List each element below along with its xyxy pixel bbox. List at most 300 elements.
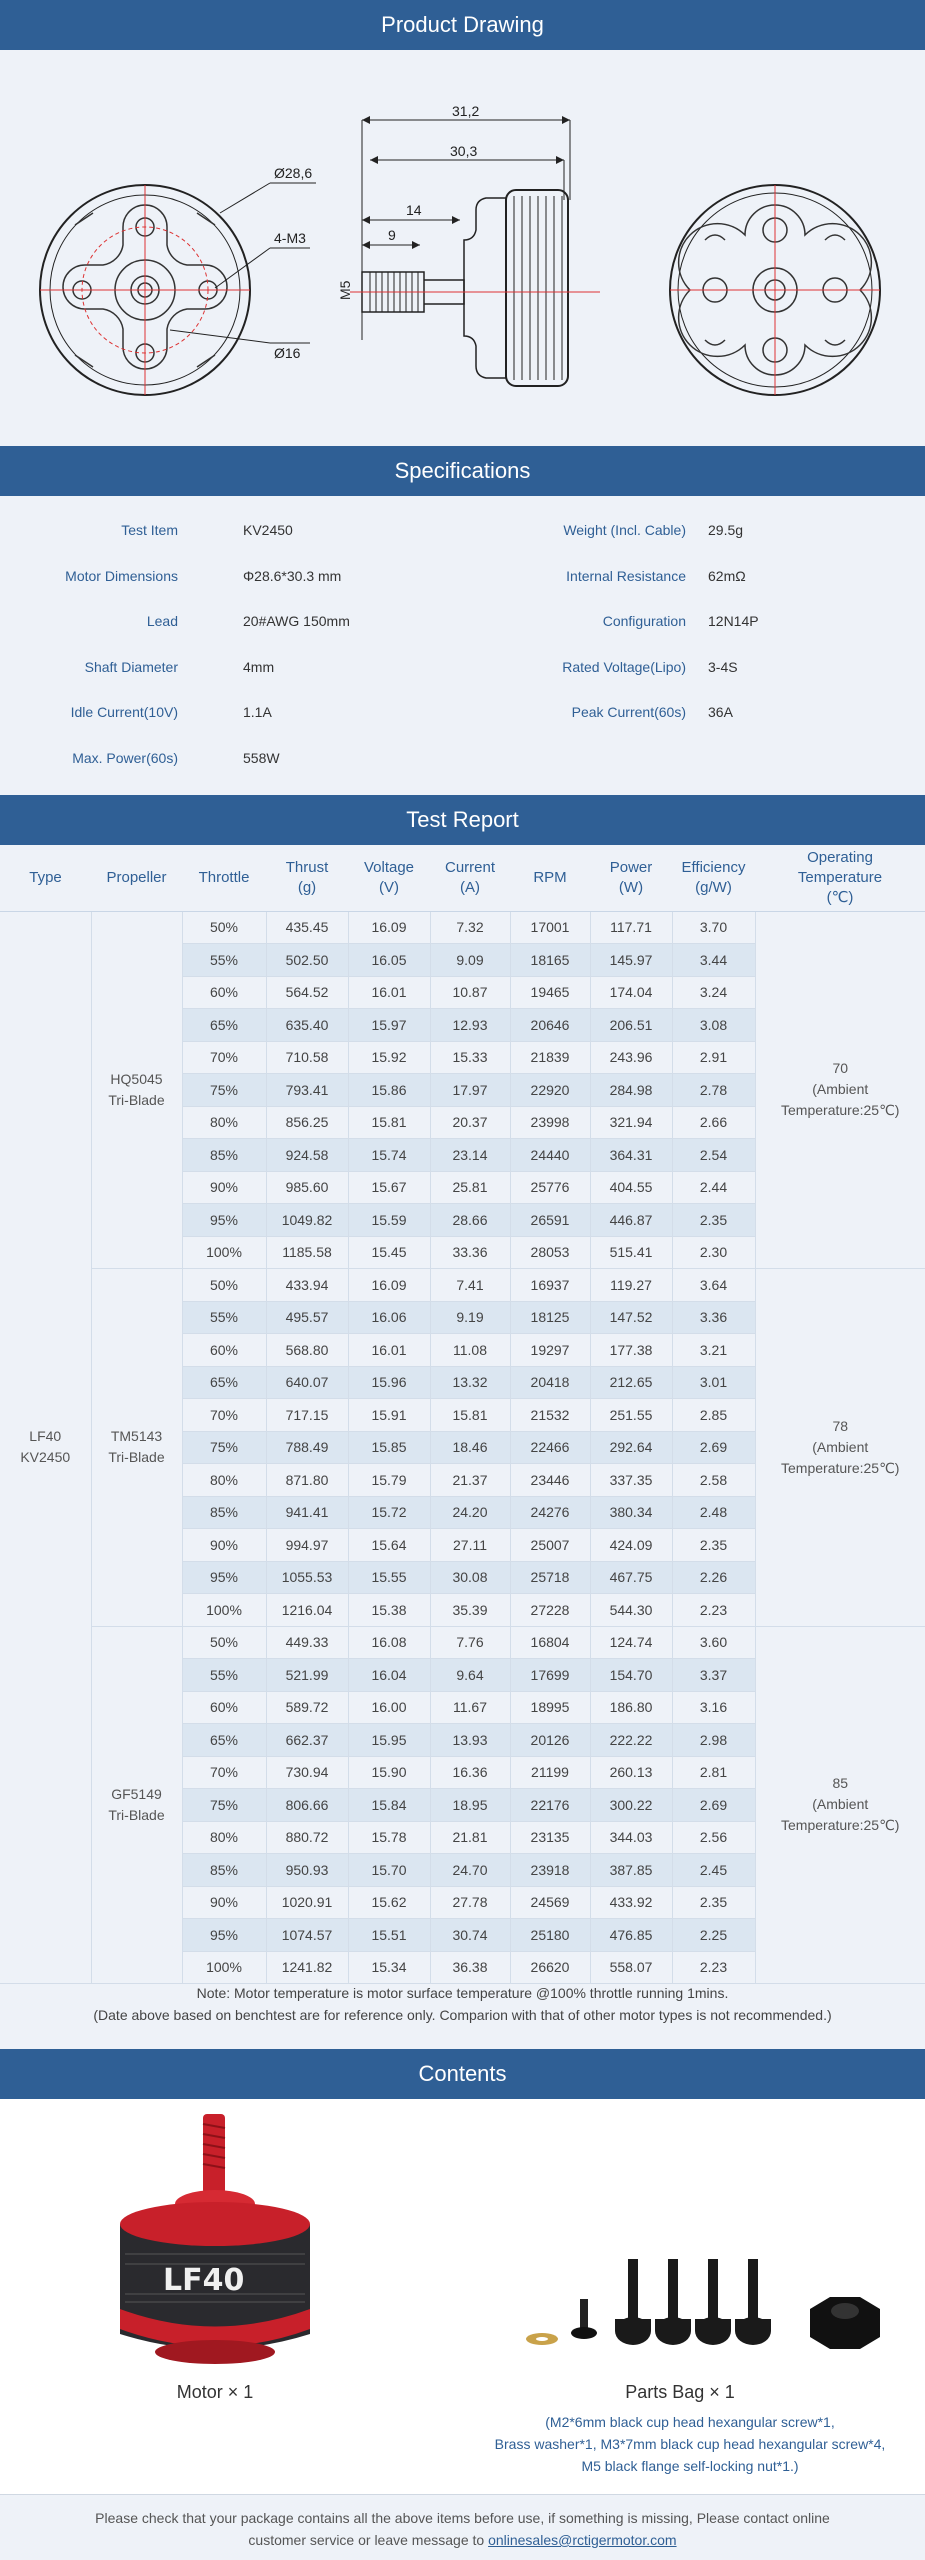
dim-m3: 4-M3	[274, 230, 306, 246]
table-cell: 100%	[182, 1236, 266, 1269]
table-cell: 404.55	[590, 1171, 672, 1204]
spec-label: Lead	[146, 613, 178, 629]
table-cell: 433.94	[266, 1269, 348, 1302]
footer-notice	[0, 2494, 925, 2560]
table-cell: 16.04	[348, 1659, 430, 1692]
table-cell: 15.45	[348, 1236, 430, 1269]
column-header: RPM	[510, 845, 590, 911]
table-cell: 80%	[182, 1464, 266, 1497]
table-cell: 2.48	[672, 1496, 755, 1529]
spec-label: Internal Resistance	[566, 567, 686, 584]
table-cell: 186.80	[590, 1691, 672, 1724]
motor-type-cell: LF40 KV2450	[0, 911, 91, 1984]
table-cell: 446.87	[590, 1204, 672, 1237]
table-cell: 2.91	[672, 1041, 755, 1074]
section-title: Specifications	[394, 458, 531, 483]
parts-bag-description	[470, 2411, 910, 2477]
table-cell: 27.11	[430, 1529, 510, 1562]
table-cell: 15.81	[430, 1399, 510, 1432]
propeller-cell: HQ5045 Tri-Blade	[91, 911, 182, 1269]
table-cell: 100%	[182, 1594, 266, 1627]
product-drawing	[0, 50, 925, 446]
table-cell: 16.09	[348, 911, 430, 944]
table-cell: 18.95	[430, 1789, 510, 1822]
table-cell: 25776	[510, 1171, 590, 1204]
footer-line-1: Please check that your package contains all the above items before use, if something is missing, Please contact online	[95, 2510, 830, 2526]
table-cell: 16.01	[348, 976, 430, 1009]
table-cell: 70%	[182, 1041, 266, 1074]
table-cell: 23135	[510, 1821, 590, 1854]
table-cell: 36.38	[430, 1951, 510, 1984]
table-cell: 3.37	[672, 1659, 755, 1692]
table-cell: 119.27	[590, 1269, 672, 1302]
temperature-cell: 85 (Ambient Temperature:25℃)	[755, 1626, 925, 1984]
table-cell: 20418	[510, 1366, 590, 1399]
table-cell: 18995	[510, 1691, 590, 1724]
section-header-contents	[0, 2049, 925, 2099]
motor-logo: LF40	[163, 2263, 245, 2298]
table-cell: 15.79	[348, 1464, 430, 1497]
motor-top-view	[660, 50, 900, 446]
table-cell: 589.72	[266, 1691, 348, 1724]
table-cell: 521.99	[266, 1659, 348, 1692]
table-cell: 16.05	[348, 944, 430, 977]
table-cell: 880.72	[266, 1821, 348, 1854]
table-cell: 3.64	[672, 1269, 755, 1302]
table-cell: 154.70	[590, 1659, 672, 1692]
table-cell: 21839	[510, 1041, 590, 1074]
table-cell: 19297	[510, 1334, 590, 1367]
table-cell: 15.34	[348, 1951, 430, 1984]
table-cell: 100%	[182, 1951, 266, 1984]
spec-value: 4mm	[243, 658, 275, 675]
table-cell: 1049.82	[266, 1204, 348, 1237]
table-cell: 124.74	[590, 1626, 672, 1659]
table-cell: 924.58	[266, 1139, 348, 1172]
table-cell: 662.37	[266, 1724, 348, 1757]
table-cell: 19465	[510, 976, 590, 1009]
section-header-spec	[0, 446, 925, 496]
section-title: Product Drawing	[381, 12, 544, 37]
table-cell: 95%	[182, 1204, 266, 1237]
table-cell: 1020.91	[266, 1886, 348, 1919]
table-cell: 95%	[182, 1561, 266, 1594]
table-cell: 467.75	[590, 1561, 672, 1594]
table-cell: 18165	[510, 944, 590, 977]
table-cell: 80%	[182, 1821, 266, 1854]
table-cell: 15.62	[348, 1886, 430, 1919]
table-cell: 449.33	[266, 1626, 348, 1659]
table-cell: 564.52	[266, 976, 348, 1009]
table-cell: 2.35	[672, 1204, 755, 1237]
column-header: Operating Temperature (℃)	[755, 845, 925, 911]
table-cell: 15.84	[348, 1789, 430, 1822]
spec-value: 1.1A	[243, 704, 272, 720]
spec-value: 12N14P	[708, 613, 759, 629]
spec-value: Φ28.6*30.3 mm	[243, 567, 342, 584]
spec-label: Configuration	[602, 613, 686, 629]
table-cell: 174.04	[590, 976, 672, 1009]
table-cell: 788.49	[266, 1431, 348, 1464]
table-cell: 321.94	[590, 1106, 672, 1139]
table-cell: 568.80	[266, 1334, 348, 1367]
section-title: Contents	[418, 2061, 507, 2086]
table-cell: 2.58	[672, 1464, 755, 1497]
table-cell: 65%	[182, 1009, 266, 1042]
table-cell: 24276	[510, 1496, 590, 1529]
spec-row	[0, 645, 925, 690]
parts-desc-line: Brass washer*1, M3*7mm black cup head hexangular screw*4,	[494, 2436, 886, 2452]
table-cell: 23998	[510, 1106, 590, 1139]
table-cell: 145.97	[590, 944, 672, 977]
column-header: Thrust (g)	[266, 845, 348, 911]
column-header: Type	[0, 845, 91, 911]
table-cell: 23446	[510, 1464, 590, 1497]
table-cell: 65%	[182, 1366, 266, 1399]
table-cell: 2.54	[672, 1139, 755, 1172]
table-cell: 2.23	[672, 1951, 755, 1984]
table-cell: 3.16	[672, 1691, 755, 1724]
table-cell: 15.97	[348, 1009, 430, 1042]
motor-bottom-view	[20, 50, 340, 446]
table-cell: 9.64	[430, 1659, 510, 1692]
table-cell: 3.70	[672, 911, 755, 944]
table-cell: 30.08	[430, 1561, 510, 1594]
table-cell: 476.85	[590, 1919, 672, 1952]
dim-9: 9	[388, 227, 396, 243]
table-cell: 25.81	[430, 1171, 510, 1204]
table-cell: 25718	[510, 1561, 590, 1594]
table-cell: 793.41	[266, 1074, 348, 1107]
table-cell: 35.39	[430, 1594, 510, 1627]
table-cell: 2.85	[672, 1399, 755, 1432]
table-cell: 495.57	[266, 1301, 348, 1334]
table-cell: 55%	[182, 944, 266, 977]
table-cell: 16.01	[348, 1334, 430, 1367]
section-header-report	[0, 795, 925, 845]
table-cell: 1241.82	[266, 1951, 348, 1984]
spec-row	[0, 599, 925, 644]
note-line-2: (Date above based on benchtest are for reference only. Comparion with that of other motor types is not recommended.)	[93, 2007, 832, 2023]
table-cell: 206.51	[590, 1009, 672, 1042]
table-cell: 260.13	[590, 1756, 672, 1789]
table-cell: 75%	[182, 1074, 266, 1107]
table-cell: 13.32	[430, 1366, 510, 1399]
spec-label: Peak Current(60s)	[571, 704, 686, 720]
table-cell: 1185.58	[266, 1236, 348, 1269]
table-cell: 1216.04	[266, 1594, 348, 1627]
table-cell: 177.38	[590, 1334, 672, 1367]
table-cell: 15.33	[430, 1041, 510, 1074]
spec-row	[0, 736, 925, 781]
table-cell: 15.70	[348, 1854, 430, 1887]
table-cell: 20.37	[430, 1106, 510, 1139]
table-cell: 806.66	[266, 1789, 348, 1822]
table-cell: 730.94	[266, 1756, 348, 1789]
parts-desc-line: M5 black flange self-locking nut*1.)	[581, 2458, 799, 2474]
table-cell: 640.07	[266, 1366, 348, 1399]
section-header-drawing	[0, 0, 925, 50]
spec-value: 558W	[243, 749, 280, 766]
table-cell: 2.30	[672, 1236, 755, 1269]
table-cell: 33.36	[430, 1236, 510, 1269]
table-cell: 27228	[510, 1594, 590, 1627]
table-cell: 558.07	[590, 1951, 672, 1984]
table-cell: 15.64	[348, 1529, 430, 1562]
table-cell: 2.56	[672, 1821, 755, 1854]
table-cell: 24569	[510, 1886, 590, 1919]
table-cell: 7.41	[430, 1269, 510, 1302]
table-cell: 28.66	[430, 1204, 510, 1237]
table-cell: 85%	[182, 1854, 266, 1887]
table-cell: 2.25	[672, 1919, 755, 1952]
table-cell: 15.85	[348, 1431, 430, 1464]
table-cell: 941.41	[266, 1496, 348, 1529]
table-cell: 515.41	[590, 1236, 672, 1269]
table-cell: 717.15	[266, 1399, 348, 1432]
spec-label: Shaft Diameter	[84, 658, 178, 675]
table-cell: 243.96	[590, 1041, 672, 1074]
table-cell: 90%	[182, 1886, 266, 1919]
spec-value: 36A	[708, 704, 733, 720]
table-cell: 344.03	[590, 1821, 672, 1854]
table-cell: 222.22	[590, 1724, 672, 1757]
table-cell: 17.97	[430, 1074, 510, 1107]
table-cell: 50%	[182, 1269, 266, 1302]
package-contents	[0, 2099, 925, 2494]
motor-photo	[105, 2104, 335, 2374]
table-cell: 15.96	[348, 1366, 430, 1399]
table-cell: 25007	[510, 1529, 590, 1562]
table-cell: 300.22	[590, 1789, 672, 1822]
table-cell: 15.72	[348, 1496, 430, 1529]
dim-312: 31,2	[452, 103, 480, 119]
table-cell: 2.26	[672, 1561, 755, 1594]
table-cell: 3.24	[672, 976, 755, 1009]
test-report-table	[0, 845, 925, 1984]
table-cell: 364.31	[590, 1139, 672, 1172]
table-cell: 21.81	[430, 1821, 510, 1854]
table-cell: 75%	[182, 1431, 266, 1464]
parts-bag-caption: Parts Bag × 1	[625, 2382, 735, 2402]
dim-14: 14	[406, 202, 422, 218]
dim-m5: M5	[337, 280, 353, 300]
table-cell: 147.52	[590, 1301, 672, 1334]
footer-line-2	[0, 2529, 925, 2551]
table-cell: 55%	[182, 1659, 266, 1692]
test-report	[0, 845, 925, 1984]
table-cell: 15.67	[348, 1171, 430, 1204]
table-cell: 13.93	[430, 1724, 510, 1757]
table-cell: 85%	[182, 1139, 266, 1172]
spec-row	[0, 690, 925, 735]
table-cell: 15.55	[348, 1561, 430, 1594]
table-cell: 635.40	[266, 1009, 348, 1042]
table-cell: 26620	[510, 1951, 590, 1984]
table-cell: 994.97	[266, 1529, 348, 1562]
table-cell: 70%	[182, 1399, 266, 1432]
table-cell: 15.81	[348, 1106, 430, 1139]
table-cell: 2.45	[672, 1854, 755, 1887]
table-cell: 50%	[182, 1626, 266, 1659]
table-cell: 16804	[510, 1626, 590, 1659]
table-cell: 11.08	[430, 1334, 510, 1367]
table-cell: 3.44	[672, 944, 755, 977]
table-cell: 22176	[510, 1789, 590, 1822]
table-cell: 380.34	[590, 1496, 672, 1529]
table-cell: 21.37	[430, 1464, 510, 1497]
table-cell: 15.74	[348, 1139, 430, 1172]
motor-side-view	[320, 50, 610, 446]
table-cell: 2.35	[672, 1529, 755, 1562]
table-cell: 17001	[510, 911, 590, 944]
table-cell: 16.08	[348, 1626, 430, 1659]
table-cell: 212.65	[590, 1366, 672, 1399]
table-cell: 3.36	[672, 1301, 755, 1334]
spec-row	[0, 554, 925, 599]
table-row	[0, 1626, 925, 1659]
table-cell: 251.55	[590, 1399, 672, 1432]
table-header-row	[0, 845, 925, 911]
table-cell: 433.92	[590, 1886, 672, 1919]
table-cell: 424.09	[590, 1529, 672, 1562]
column-header: Throttle	[182, 845, 266, 911]
table-cell: 1055.53	[266, 1561, 348, 1594]
table-cell: 2.66	[672, 1106, 755, 1139]
table-cell: 7.76	[430, 1626, 510, 1659]
table-cell: 10.87	[430, 976, 510, 1009]
section-title: Test Report	[406, 807, 519, 832]
table-cell: 3.60	[672, 1626, 755, 1659]
table-cell: 26591	[510, 1204, 590, 1237]
column-header: Voltage (V)	[348, 845, 430, 911]
table-cell: 20646	[510, 1009, 590, 1042]
table-cell: 18.46	[430, 1431, 510, 1464]
spec-label: Motor Dimensions	[65, 567, 178, 584]
table-cell: 15.51	[348, 1919, 430, 1952]
table-cell: 23.14	[430, 1139, 510, 1172]
table-cell: 90%	[182, 1529, 266, 1562]
table-cell: 20126	[510, 1724, 590, 1757]
table-cell: 16.09	[348, 1269, 430, 1302]
table-row	[0, 1269, 925, 1302]
propeller-cell: TM5143 Tri-Blade	[91, 1269, 182, 1627]
table-cell: 16.36	[430, 1756, 510, 1789]
parts-bag-photo	[510, 2239, 910, 2359]
table-cell: 27.78	[430, 1886, 510, 1919]
table-cell: 60%	[182, 1691, 266, 1724]
table-cell: 3.21	[672, 1334, 755, 1367]
table-cell: 337.35	[590, 1464, 672, 1497]
table-cell: 15.78	[348, 1821, 430, 1854]
table-cell: 9.19	[430, 1301, 510, 1334]
table-cell: 15.86	[348, 1074, 430, 1107]
table-cell: 950.93	[266, 1854, 348, 1887]
temperature-cell: 78 (Ambient Temperature:25℃)	[755, 1269, 925, 1627]
table-cell: 871.80	[266, 1464, 348, 1497]
table-cell: 502.50	[266, 944, 348, 977]
dim-303: 30,3	[450, 143, 478, 159]
report-note	[0, 1982, 925, 2026]
table-cell: 60%	[182, 976, 266, 1009]
table-cell: 16.06	[348, 1301, 430, 1334]
table-cell: 15.38	[348, 1594, 430, 1627]
table-cell: 985.60	[266, 1171, 348, 1204]
table-cell: 15.90	[348, 1756, 430, 1789]
table-cell: 15.59	[348, 1204, 430, 1237]
table-cell: 544.30	[590, 1594, 672, 1627]
table-cell: 24440	[510, 1139, 590, 1172]
table-cell: 2.35	[672, 1886, 755, 1919]
table-row	[0, 911, 925, 944]
table-cell: 65%	[182, 1724, 266, 1757]
table-cell: 90%	[182, 1171, 266, 1204]
table-cell: 70%	[182, 1756, 266, 1789]
table-cell: 22920	[510, 1074, 590, 1107]
spec-label: Test Item	[121, 522, 178, 538]
table-cell: 2.69	[672, 1431, 755, 1464]
table-cell: 1074.57	[266, 1919, 348, 1952]
spec-label: Rated Voltage(Lipo)	[562, 658, 686, 675]
table-cell: 12.93	[430, 1009, 510, 1042]
table-cell: 2.69	[672, 1789, 755, 1822]
table-cell: 23918	[510, 1854, 590, 1887]
table-cell: 435.45	[266, 911, 348, 944]
dim-d16: Ø16	[274, 345, 301, 361]
propeller-cell: GF5149 Tri-Blade	[91, 1626, 182, 1984]
table-cell: 28053	[510, 1236, 590, 1269]
support-email-link[interactable]: onlinesales@rctigermotor.com	[488, 2532, 677, 2548]
table-cell: 7.32	[430, 911, 510, 944]
column-header: Power (W)	[590, 845, 672, 911]
table-cell: 284.98	[590, 1074, 672, 1107]
table-cell: 15.92	[348, 1041, 430, 1074]
spec-row	[0, 508, 925, 553]
table-cell: 710.58	[266, 1041, 348, 1074]
table-cell: 117.71	[590, 911, 672, 944]
column-header: Current (A)	[430, 845, 510, 911]
spec-value: 29.5g	[708, 522, 744, 538]
table-cell: 21199	[510, 1756, 590, 1789]
table-cell: 60%	[182, 1334, 266, 1367]
table-cell: 80%	[182, 1106, 266, 1139]
table-cell: 55%	[182, 1301, 266, 1334]
table-cell: 16.00	[348, 1691, 430, 1724]
table-cell: 15.91	[348, 1399, 430, 1432]
table-cell: 2.44	[672, 1171, 755, 1204]
motor-caption: Motor × 1	[176, 2382, 254, 2402]
table-cell: 15.95	[348, 1724, 430, 1757]
table-cell: 85%	[182, 1496, 266, 1529]
column-header: Propeller	[91, 845, 182, 911]
table-cell: 22466	[510, 1431, 590, 1464]
footer-line-2-text: customer service or leave message to	[248, 2532, 489, 2548]
table-cell: 16937	[510, 1269, 590, 1302]
table-cell: 24.70	[430, 1854, 510, 1887]
table-cell: 75%	[182, 1789, 266, 1822]
spec-label: Max. Power(60s)	[72, 749, 178, 766]
note-line-1: Note: Motor temperature is motor surface temperature @100% throttle running 1mins.	[196, 1985, 729, 2001]
table-cell: 2.78	[672, 1074, 755, 1107]
table-cell: 292.64	[590, 1431, 672, 1464]
table-cell: 25180	[510, 1919, 590, 1952]
parts-desc-line: (M2*6mm black cup head hexangular screw*1,	[545, 2414, 835, 2430]
table-cell: 2.23	[672, 1594, 755, 1627]
specifications	[0, 496, 925, 795]
table-cell: 3.08	[672, 1009, 755, 1042]
table-cell: 856.25	[266, 1106, 348, 1139]
dim-d286: Ø28,6	[274, 165, 313, 181]
